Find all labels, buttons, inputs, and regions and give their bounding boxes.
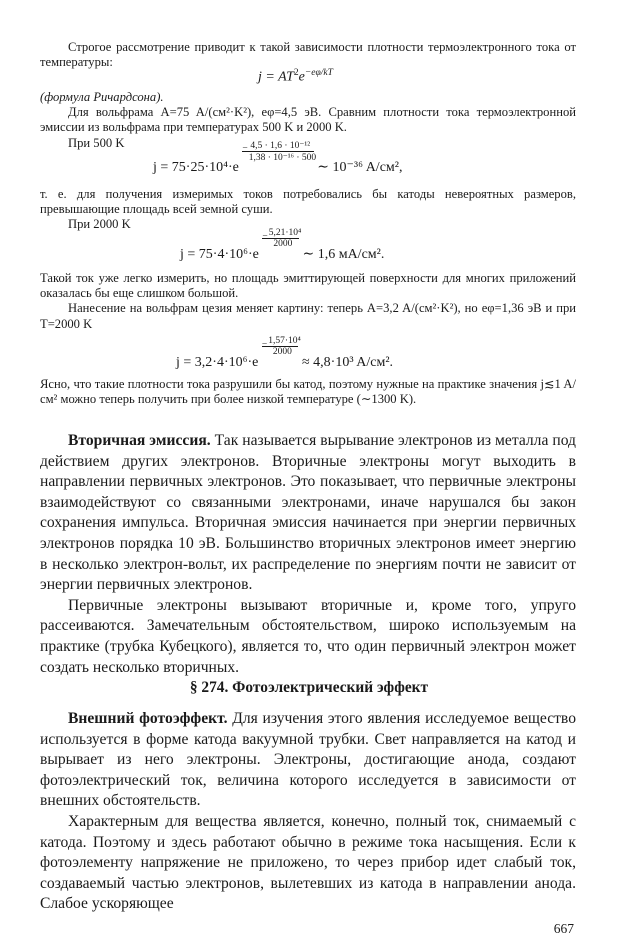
paragraph-cathode-destroy: Ясно, что такие плотности тока разрушили бы катод, поэтому нужные на практике значения j≲1 A/см² можно теперь получить при более низкой температуре (∼1300 K). (40, 377, 576, 407)
intro-paragraph (40, 40, 576, 70)
paragraph-cathod-block (40, 377, 576, 407)
label-2000k: При 2000 K (68, 217, 131, 232)
formula-500k: j = 75·25·10⁴·e − 4,5 · 1,6 · 10⁻¹² 1,38 · 10⁻¹⁶ · 500 ∼ 10⁻³⁶ A/см², (153, 141, 403, 175)
paragraph-continents-block (40, 187, 576, 233)
page-number: 667 (553, 921, 574, 936)
label-500k: При 500 K (68, 135, 125, 150)
secondary-emission-section (40, 431, 576, 678)
paragraph-cesium-block (40, 271, 576, 332)
richardson-label: (формула Ричардсона). (40, 90, 164, 104)
formula-cesium: j = 3,2·4·10⁶·e − 1,57·10⁴ 2000 ≈ 4,8·10³ A/см². (176, 336, 394, 370)
paragraph-continents: т. е. для получения измеримых токов потребовались бы катоды невероятных размеров, превышающие площадь всей земной суши. (40, 187, 576, 217)
exponent-fraction-500k: − 4,5 · 1,6 · 10⁻¹² 1,38 · 10⁻¹⁶ · 500 (242, 141, 317, 163)
photoeffect-section (40, 709, 576, 915)
paragraph-measurable: Такой ток уже легко измерить, но площадь эмиттирующей поверхности для многих приложений оказалась бы еще слишком большой. (40, 271, 576, 301)
section-heading: § 274. Фотоэлектрический эффект (189, 679, 429, 696)
secondary-emission-title: Вторичная эмиссия. (68, 432, 211, 449)
paragraph-richardson-intro: Строгое рассмотрение приводит к такой зависимости плотности термоэлектронного тока от температуры: (40, 40, 576, 70)
paragraph-primary-electrons: Первичные электроны вызывают вторичные и, кроме того, упруго рассеиваются. Замечательным обстоятельством, широко используемым на практике (трубка Кубецкого), является то, что один первичный электрон может создать несколько вторичных. (40, 596, 576, 676)
exponent-fraction-cesium: − 1,57·10⁴ 2000 (261, 336, 301, 357)
formula-richardson: $j = AT^2e^{-e\varphi/kT}$ (258, 68, 333, 85)
paragraph-external-photoeffect: Внешний фотоэффект. Для изучения этого явления исследуемое вещество используется в форме катода вакуумной трубки. Свет направляется на катод и вырывает из него электроны. Электроны, достигающие анода, создают фотоэлектрический ток, величина которого исследуется в зависимости от внешних обстоятельств. (40, 710, 576, 810)
paragraph-secondary-emission: Вторичная эмиссия. Так называется вырывание электронов из металла под действием других электронов. Вторичные электроны могут выходить в направлении первичных электронов. Это показывает, что первичные электроны взаимодействуют со связанными электронами, иначе нарушался бы закон сохранения импульса. Вторичная эмиссия начинается при энергии первичных электронов порядка 10 эВ. Большинство вторичных электронов имеет энергию в несколько электрон-вольт, их распределение по энергиям почти не зависит от энергии первичных электронов. (40, 432, 576, 594)
exponent-fraction-2000k: − 5,21·10⁴ 2000 (262, 228, 302, 249)
paragraph-cesium: Нанесение на вольфрам цезия меняет картину: теперь A=3,2 A/(см²·K²), но eφ=1,36 эВ и при T=2000 K (40, 301, 576, 331)
paragraph-tungsten: Для вольфрама A=75 A/(см²·K²), eφ=4,5 эВ. Сравним плотности тока термоэлектронной эмиссии из вольфрама при температурах 500 K и 2000 K. (40, 105, 576, 135)
external-photoeffect-title: Внешний фотоэффект. (68, 710, 228, 727)
paragraph-full-current: Характерным для вещества является, конечно, полный ток, снимаемый с катода. Поэтому и здесь работают обычно в режиме тока насыщения. Если к фотоэлементу напряжение не приложено, то через прибор идет слабый ток, создаваемый частью электронов, вылетевших из катода в направлении анода. Слабое ускоряющее (40, 812, 576, 913)
formula-2000k: j = 75·4·10⁶·e − 5,21·10⁴ 2000 ∼ 1,6 мA/см². (180, 228, 385, 262)
